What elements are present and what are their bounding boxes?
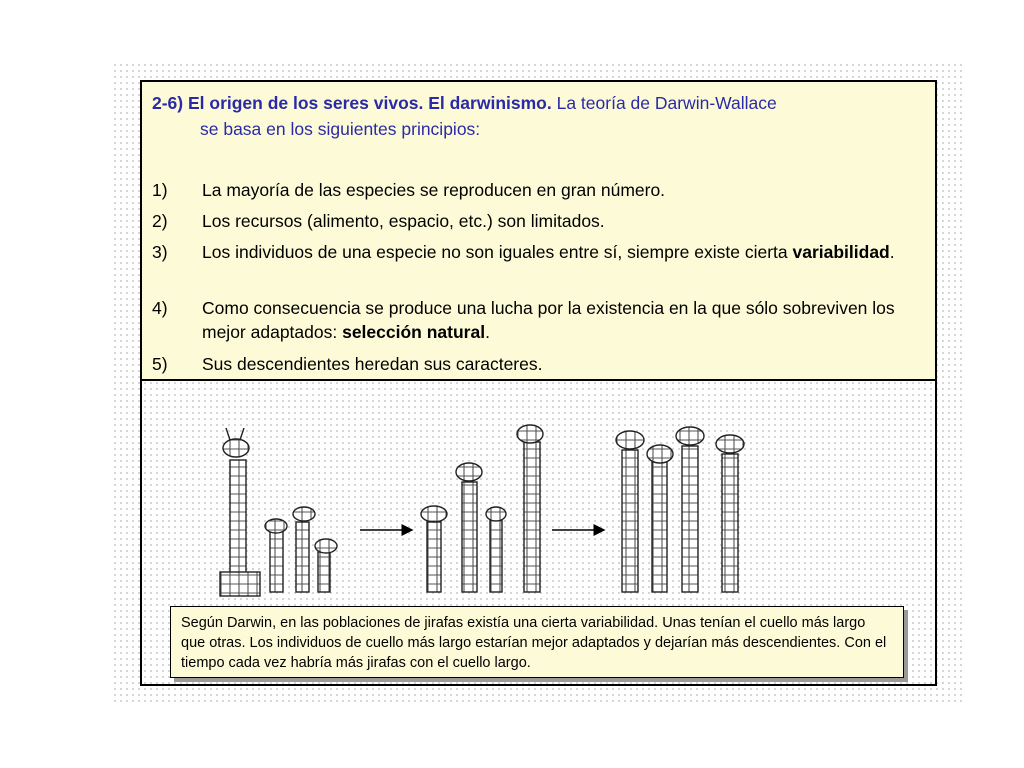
principle-item [152, 352, 922, 376]
principle-number: 4) [152, 298, 168, 318]
giraffe-group-1 [220, 428, 337, 596]
heading-lead: 2-6) El origen de los seres vivos. El darwinismo. [152, 93, 552, 113]
caption-box: Según Darwin, en las poblaciones de jirafas existía una cierta variabilidad. Unas tenían el cuello más largo que otras. Los individuos de cuello más largo estarían mejor adaptados y dejarían más descendientes. Con el tiempo cada vez habría más jirafas con el cuello largo. [170, 606, 904, 678]
principles-panel [142, 82, 935, 381]
heading-rest: La teoría de Darwin-Wallace [551, 93, 777, 113]
giraffe-tall [220, 428, 260, 596]
giraffe-group-2 [421, 425, 543, 592]
giraffe-group-3 [616, 427, 744, 592]
principle-number: 1) [152, 180, 168, 200]
heading-continuation: se basa en los siguientes principios: [200, 119, 481, 139]
giraffe-short [265, 507, 337, 592]
principle-text: Como consecuencia se produce una lucha por la existencia en la que sólo sobreviven los mejor adaptados: selección natural. [202, 298, 895, 342]
principle-text: La mayoría de las especies se reproducen en gran número. [202, 180, 666, 200]
keyword-variabilidad: variabilidad [792, 242, 890, 262]
principle-text: Los individuos de una especie no son iguales entre sí, siempre existe cierta variabilidad. [202, 242, 895, 262]
content-card [140, 80, 937, 686]
keyword-seleccion-natural: selección natural [342, 322, 486, 342]
giraffe-evolution-figure [212, 422, 812, 602]
principle-number: 3) [152, 242, 168, 262]
principle-item [152, 209, 922, 233]
principle-item [152, 296, 922, 344]
principle-text: Sus descendientes heredan sus caracteres. [202, 354, 543, 374]
principle-item [152, 240, 922, 264]
principle-text: Los recursos (alimento, espacio, etc.) son limitados. [202, 211, 605, 231]
principle-number: 2) [152, 211, 168, 231]
principle-number: 5) [152, 354, 168, 374]
principle-item [152, 178, 922, 202]
section-heading [152, 90, 922, 142]
